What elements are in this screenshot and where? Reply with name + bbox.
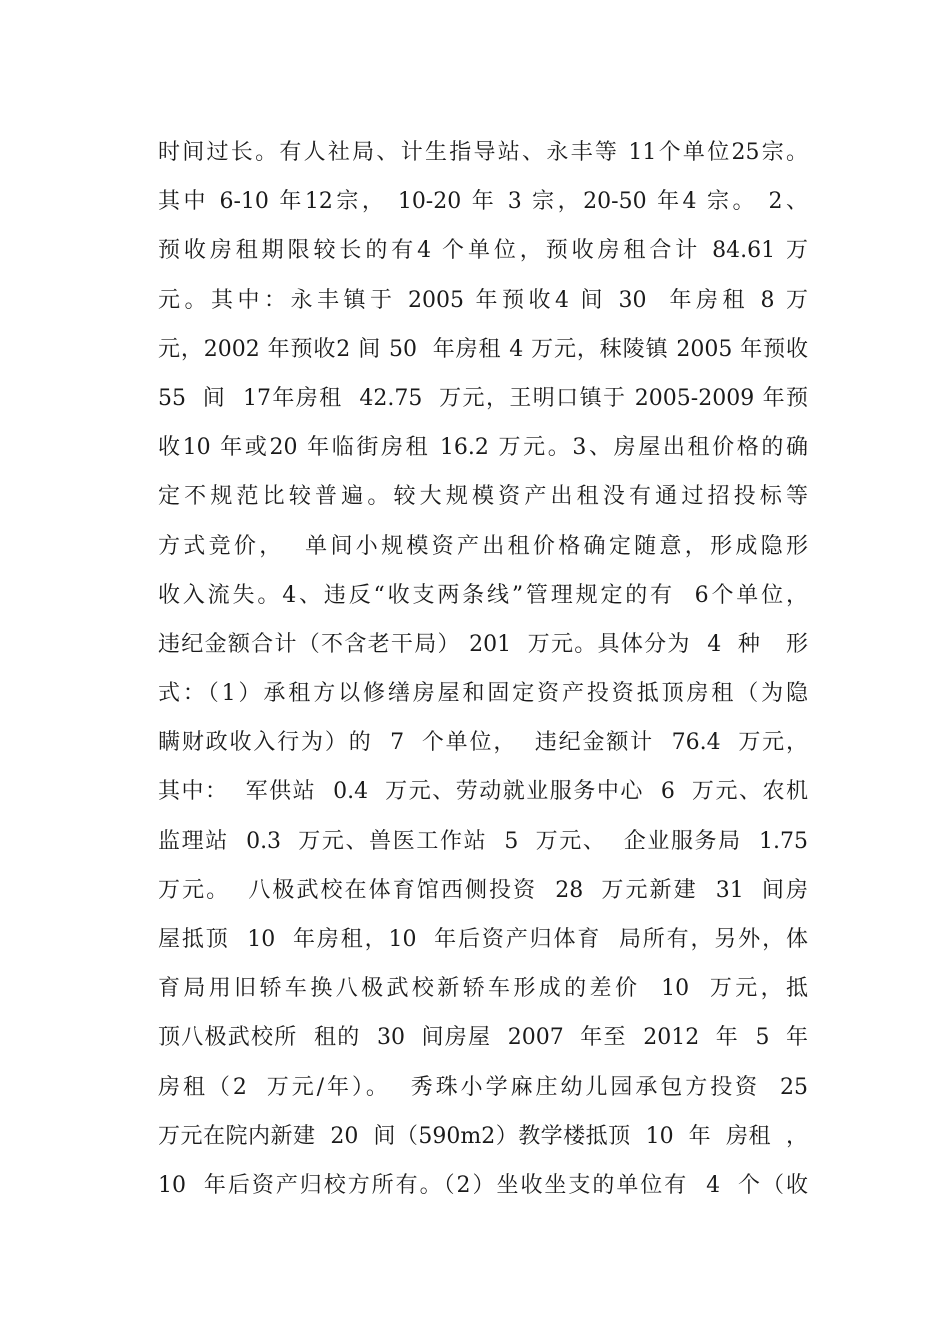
text-line: 元。其中：永丰镇于 2005 年预收4 间 30 年房租 8 万: [158, 287, 808, 313]
text-line: 其中 6-10 年12宗， 10-20 年 3 宗，20-50 年4 宗。 2、: [158, 189, 808, 215]
text-line: 预收房租期限较长的有4 个单位，预收房租合计 84.61 万: [158, 238, 808, 264]
text-line: 房租（2 万元/年）。 秀珠小学麻庄幼儿园承包方投资 25: [158, 1074, 808, 1100]
text-line: 时间过长。有人社局、计生指导站、永丰等 11个单位25宗。: [158, 140, 808, 165]
text-line: 式：（1）承租方以修缮房屋和固定资产投资抵顶房租（为隐: [158, 681, 808, 707]
text-line: 方式竞价， 单间小规模资产出租价格确定随意，形成隐形: [158, 533, 808, 559]
text-line: 违纪金额合计（不含老干局） 201 万元。具体分为 4 种 形: [158, 631, 808, 657]
text-line: 收入流失。4、违反“收支两条线”管理规定的有 6个单位，: [158, 582, 808, 608]
text-line: 育局用旧轿车换八极武校新轿车形成的差价 10 万元，抵: [158, 976, 808, 1002]
text-line: 定不规范比较普遍。较大规模资产出租没有通过招投标等: [158, 484, 808, 510]
text-line: 元，2002 年预收2 间 50 年房租 4 万元，秣陵镇 2005 年预收: [158, 336, 808, 362]
text-line: 收10 年或20 年临街房租 16.2 万元。3、房屋出租价格的确: [158, 435, 808, 461]
text-line: 屋抵顶 10 年房租，10 年后资产归体育 局所有，另外，体: [158, 927, 808, 952]
text-line: 瞒财政收入行为）的 7 个单位， 违纪金额计 76.4 万元，: [158, 730, 808, 756]
text-line: 万元。 八极武校在体育馆西侧投资 28 万元新建 31 间房: [158, 877, 808, 903]
text-line: 监理站 0.3 万元、兽医工作站 5 万元、 企业服务局 1.75: [158, 828, 808, 854]
text-line: 55 间 17年房租 42.75 万元，王明口镇于 2005-2009 年预: [158, 385, 808, 411]
text-line: 10 年后资产归校方所有。（2）坐收坐支的单位有 4 个（收: [158, 1172, 808, 1198]
body-text: [158, 128, 808, 1210]
text-line: 万元在院内新建 20 间（590m2）教学楼抵顶 10 年 房租 ，: [158, 1123, 808, 1149]
text-line: 顶八极武校所 租的 30 间房屋 2007 年至 2012 年 5 年: [158, 1025, 808, 1051]
text-line: 其中： 军供站 0.4 万元、劳动就业服务中心 6 万元、农机: [158, 779, 808, 805]
